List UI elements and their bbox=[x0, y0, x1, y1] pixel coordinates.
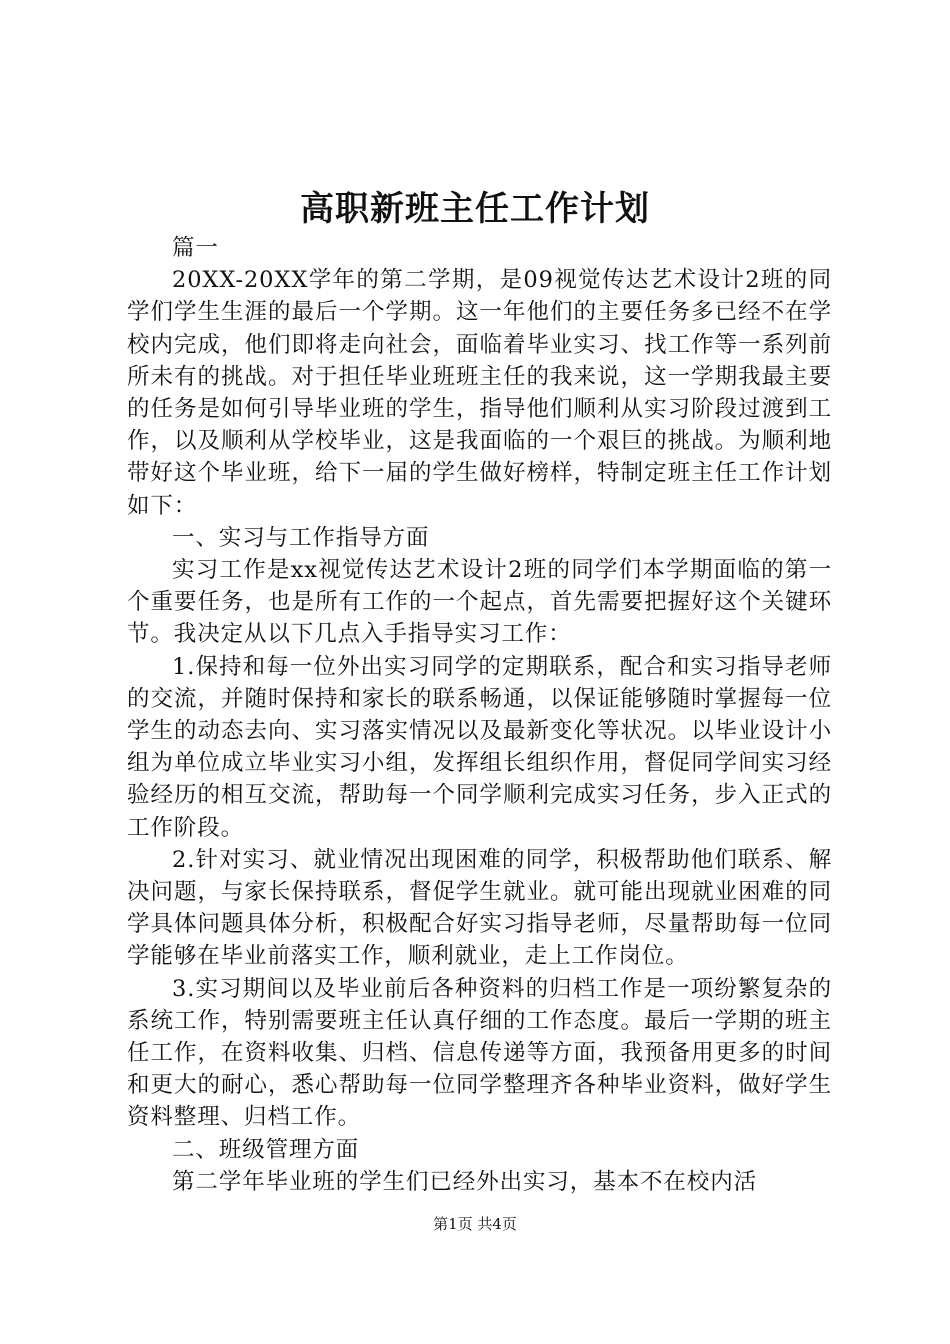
section-label: 篇一 bbox=[172, 235, 219, 261]
paragraph-intro: 20XX-20XX学年的第二学期，是09视觉传达艺术设计2班的同学们学生生涯的最后一个学期。这一年他们的主要任务多已经不在学校内完成，他们即将走向社会，面临着毕业实习、找工作等一系列前所未有的挑战。对于担任毕业班班主任的我来说，这一学期我最主要的任务是如何引导毕业班的学生，指导他们顺利从实习阶段过渡到工作，以及顺利从学校毕业，这是我面临的一个艰巨的挑战。为顺利地带好这个毕业班，给下一届的学生做好榜样，特制定班主任工作计划如下： bbox=[127, 267, 832, 519]
paragraph-internship-intro: 实习工作是xx视觉传达艺术设计2班的同学们本学期面临的第一个重要任务，也是所有工作的一个起点，首先需要把握好这个关键环节。我决定从以下几点入手指导实习工作： bbox=[127, 557, 832, 648]
document-title: 高职新班主任工作计划 bbox=[300, 189, 650, 229]
paragraph-item-3: 3.实习期间以及毕业前后各种资料的归档工作是一项纷繁复杂的系统工作，特别需要班主任认真仔细的工作态度。最后一学期的班主任工作，在资料收集、归档、信息传递等方面，我预备用更多的时间和更大的耐心，悉心帮助每一位同学整理齐各种毕业资料，做好学生资料整理、归档工作。 bbox=[127, 975, 832, 1131]
paragraph-item-1: 1.保持和每一位外出实习同学的定期联系，配合和实习指导老师的交流，并随时保持和家长的联系畅通，以保证能够随时掌握每一位学生的动态去向、实习落实情况以及最新变化等状况。以毕业设计小组为单位成立毕业实习小组，发挥组长组织作用，督促同学间实习经验经历的相互交流，帮助每一个同学顺利完成实习任务，步入正式的工作阶段。 bbox=[127, 653, 832, 841]
page-footer: 第1页 共4页 bbox=[433, 1215, 517, 1233]
document-body bbox=[127, 232, 832, 1198]
heading-class-management: 二、班级管理方面 bbox=[172, 1136, 360, 1163]
heading-internship: 一、实习与工作指导方面 bbox=[172, 524, 430, 551]
paragraph-item-2: 2.针对实习、就业情况出现困难的同学，积极帮助他们联系、解决问题，与家长保持联系，督促学生就业。就可能出现就业困难的同学具体问题具体分析，积极配合好实习指导老师，尽量帮助每一位同学能够在毕业前落实工作，顺利就业，走上工作岗位。 bbox=[127, 846, 832, 970]
paragraph-class-management: 第二学年毕业班的学生们已经外出实习，基本不在校内活 bbox=[172, 1168, 758, 1195]
